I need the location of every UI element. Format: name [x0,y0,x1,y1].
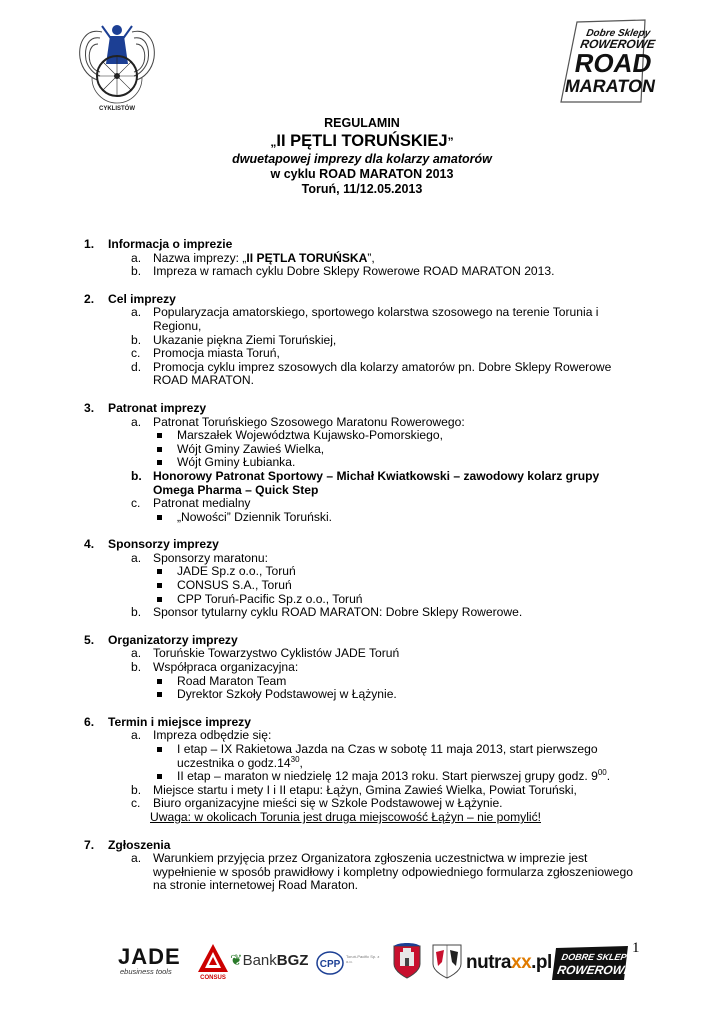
logo-line2: ROWEROWE [579,37,657,51]
dsr-line1: DOBRE SKLEPY [560,952,634,962]
item-text-end: ”, [367,250,375,265]
road-maraton-logo-icon [555,18,658,104]
item-text: Warunkiem przyjęcia przez Organizatora zgłoszenia uczestnictwa w imprezie jest wypełnienie w sposób prawidłowy i kompletny odpowiedniego formularza zgłoszeniowego na stronie internetowej Road Maraton. [153,851,633,893]
list-item [82,361,642,388]
bullet-square-icon [157,679,162,684]
bullet-item [82,579,642,593]
nutraxx-text: nutra [466,952,511,973]
item-text: Promocja miasta Toruń, [153,346,280,361]
section-heading [82,716,642,730]
bullet-item [82,565,642,579]
nutraxx-xx-text: xx [511,952,532,973]
title-line-5: Toruń, 11/12.05.2013 [301,182,423,196]
title-line-4: w cyklu ROAD MARATON 2013 [270,167,454,181]
bullet-item [82,429,642,443]
section-title: Informacja o imprezie [108,237,233,251]
bullet-square-icon [157,774,162,779]
bullet-square-icon [157,460,162,465]
dsr-line2: ROWEROWE [556,963,634,977]
section-title: Termin i miejsce imprezy [108,714,251,729]
bullet-text: CPP Toruń-Pacific Sp.z o.o., Toruń [177,591,363,606]
item-letter: b. [131,468,142,483]
section-heading [82,538,642,552]
bullet-square-icon [157,597,162,602]
bullet-square-icon [157,747,162,752]
item-letter: b. [131,782,142,797]
sponsor-logos-footer [118,940,648,982]
bullet-text: „Nowości” Dziennik Toruński. [177,509,333,524]
bullet-square-icon [157,583,162,588]
section-heading [82,293,642,307]
cpp-logo-subtext: Toruń-Pacific Sp. z o.o. [346,954,380,964]
list-item [82,661,642,675]
list-item [82,852,642,893]
bullet-item [82,593,642,607]
item-letter: c. [131,796,141,811]
item-text: Promocja cyklu imprez szosowych dla kolarzy amatorów pn. Dobre Sklepy Rowerowe ROAD MARATON. [153,359,612,388]
item-text: Biuro organizacyjne mieści się w Szkole Podstawowej w Łążynie. [153,796,503,811]
item-text: Honorowy Patronat Sportowy – Michał Kwiatkowski – zawodowy kolarz grupy Omega Pharma – Quick Step [153,468,600,497]
bank-logo-text: Bank [242,952,277,969]
item-text: Popularyzacja amatorskiego, sportowego kolarstwa szosowego na terenie Torunia i Regionu, [153,305,599,333]
bullet-text: Wójt Gminy Łubianka. [177,455,296,470]
list-item [82,470,642,497]
list-item [82,784,642,798]
time-superscript: 30 [290,754,300,764]
bullet-text: Dyrektor Szkoły Podstawowej w Łążynie. [177,687,397,702]
item-text: Patronat Toruńskiego Szosowego Maratonu Rowerowego: [153,414,465,429]
bank-bgz-logo [230,954,308,968]
cpp-logo-text: CPP [319,959,341,970]
logo-line3: ROAD [572,48,655,78]
item-letter: b. [131,660,142,675]
item-text: Współpraca organizacyjna: [153,660,299,675]
list-item [82,252,642,266]
warning-note: Uwaga: w okolicach Torunia jest druga miejscowość Łążyn – nie pomylić! [150,809,541,824]
item-letter: b. [131,264,142,279]
item-letter: c. [131,346,141,361]
item-text: Ukazanie piękna Ziemi Toruńskiej, [153,332,337,347]
bullet-item [82,743,642,770]
bank-leaf-icon: ❦ [230,952,243,969]
bullet-text: JADE Sp.z o.o., Toruń [177,564,296,579]
bullet-square-icon [157,433,162,438]
bullet-text: II etap – maraton w niedzielę 12 maja 2013 roku. Start pierwszej grupy godz. 9 [177,769,598,784]
item-text: Miejsce startu i mety I i II etapu: Łążyn, Gmina Zawieś Wielka, Powiat Toruński, [153,782,577,797]
jade-logo-subtext: ebusiness tools [120,967,172,976]
section-2 [82,293,642,388]
section-heading [82,634,642,648]
list-item [82,416,642,430]
consus-logo-text: CONSUS [200,975,226,981]
bullet-item [82,443,642,457]
section-title: Sponsorzy imprezy [108,537,219,552]
title-close-quote: ” [447,135,454,149]
torun-coat-of-arms-icon [390,942,424,980]
bullet-text: I etap – IX Rakietowa Jazda na Czas w sobotę 11 maja 2013, start pierwszego uczestnika o godz.14 [177,742,598,770]
bullet-text: Road Maraton Team [177,673,287,688]
document-title-block [0,116,724,197]
list-item [82,647,642,661]
item-letter: a. [131,250,142,265]
section-5 [82,634,642,702]
list-item [82,552,642,566]
item-text: Nazwa imprezy: „ [153,250,247,265]
emblem-text: CYKLISTÓW [99,106,135,112]
item-text: Impreza odbędzie się: [153,728,272,743]
section-4 [82,538,642,620]
bullet-item [82,511,642,525]
bullet-text: Marszałek Województwa Kujawsko-Pomorskiego, [177,428,443,443]
kujawsko-pomorskie-coat-of-arms-icon [430,942,464,980]
item-letter: a. [131,646,142,661]
item-letter: a. [131,851,142,866]
bullet-item [82,456,642,470]
section-6 [82,716,642,825]
title-line-2 [0,131,724,152]
item-text: Sponsorzy maratonu: [153,550,268,565]
jade-logo-text: JADE [118,944,181,969]
section-number: 1. [84,237,95,251]
item-letter: a. [131,414,142,429]
section-number: 4. [84,537,95,552]
section-title: Cel imprezy [108,291,176,306]
logo-line4: MARATON [563,76,658,96]
bullet-square-icon [157,515,162,520]
jade-logo [118,946,181,976]
title-line-1: REGULAMIN [324,116,400,130]
item-text: Sponsor tytularny cyklu ROAD MARATON: Dobre Sklepy Rowerowe. [153,605,523,620]
section-number: 5. [84,632,95,647]
nutraxx-domain-text: .pl [531,952,552,973]
section-title: Organizatorzy imprezy [108,632,238,647]
time-superscript: 00 [597,768,607,778]
item-letter: a. [131,305,142,320]
item-letter: a. [131,550,142,565]
section-title: Zgłoszenia [108,837,171,852]
section-number: 2. [84,291,95,306]
item-letter: c. [131,496,141,511]
list-item [82,306,642,333]
item-letter: b. [131,332,142,347]
title-line-3: dwuetapowej imprezy dla kolarzy amatorów [232,152,492,166]
bullet-text-end: . [606,769,611,784]
event-name: II PĘTLI TORUŃSKIEJ [276,132,448,150]
cyclist-angel-emblem-icon [72,18,162,114]
list-item [82,497,642,511]
section-7 [82,839,642,893]
section-heading [82,402,642,416]
bullet-text: Wójt Gminy Zawieś Wielka, [177,441,325,456]
section-number: 7. [84,837,95,852]
bullet-text-end: , [299,755,303,770]
section-1 [82,238,642,279]
section-heading [82,238,642,252]
bullet-text: CONSUS S.A., Toruń [177,578,292,593]
item-text: Patronat medialny [153,496,251,511]
dobre-sklepy-rowerowe-logo-icon [550,944,634,982]
section-heading [82,839,642,853]
section-3 [82,402,642,524]
regulation-content [82,238,642,907]
bgz-logo-text: BGZ [276,952,309,969]
item-letter: b. [131,605,142,620]
bullet-item [82,688,642,702]
list-item [82,334,642,348]
list-item [82,797,642,811]
item-text: Toruńskie Towarzystwo Cyklistów JADE Toruń [153,646,400,661]
section-number: 3. [84,400,95,415]
item-letter: d. [131,359,142,374]
list-item [82,729,642,743]
page-number: 1 [632,940,640,956]
title-open-quote: „ [270,135,277,149]
bullet-square-icon [157,569,162,574]
item-letter: a. [131,728,142,743]
list-item [82,265,642,279]
list-item [82,347,642,361]
bullet-item [82,770,642,784]
section-number: 6. [84,714,95,729]
item-text: Impreza w ramach cyklu Dobre Sklepy Rowerowe ROAD MARATON 2013. [153,264,555,279]
bullet-item [82,675,642,689]
item-bold-text: II PĘTLA TORUŃSKA [246,250,368,265]
logo-line1: Dobre Sklepy [585,28,652,39]
bullet-square-icon [157,692,162,697]
bullet-square-icon [157,447,162,452]
nutraxx-logo [466,952,552,973]
section-title: Patronat imprezy [108,400,207,415]
list-item [82,606,642,620]
